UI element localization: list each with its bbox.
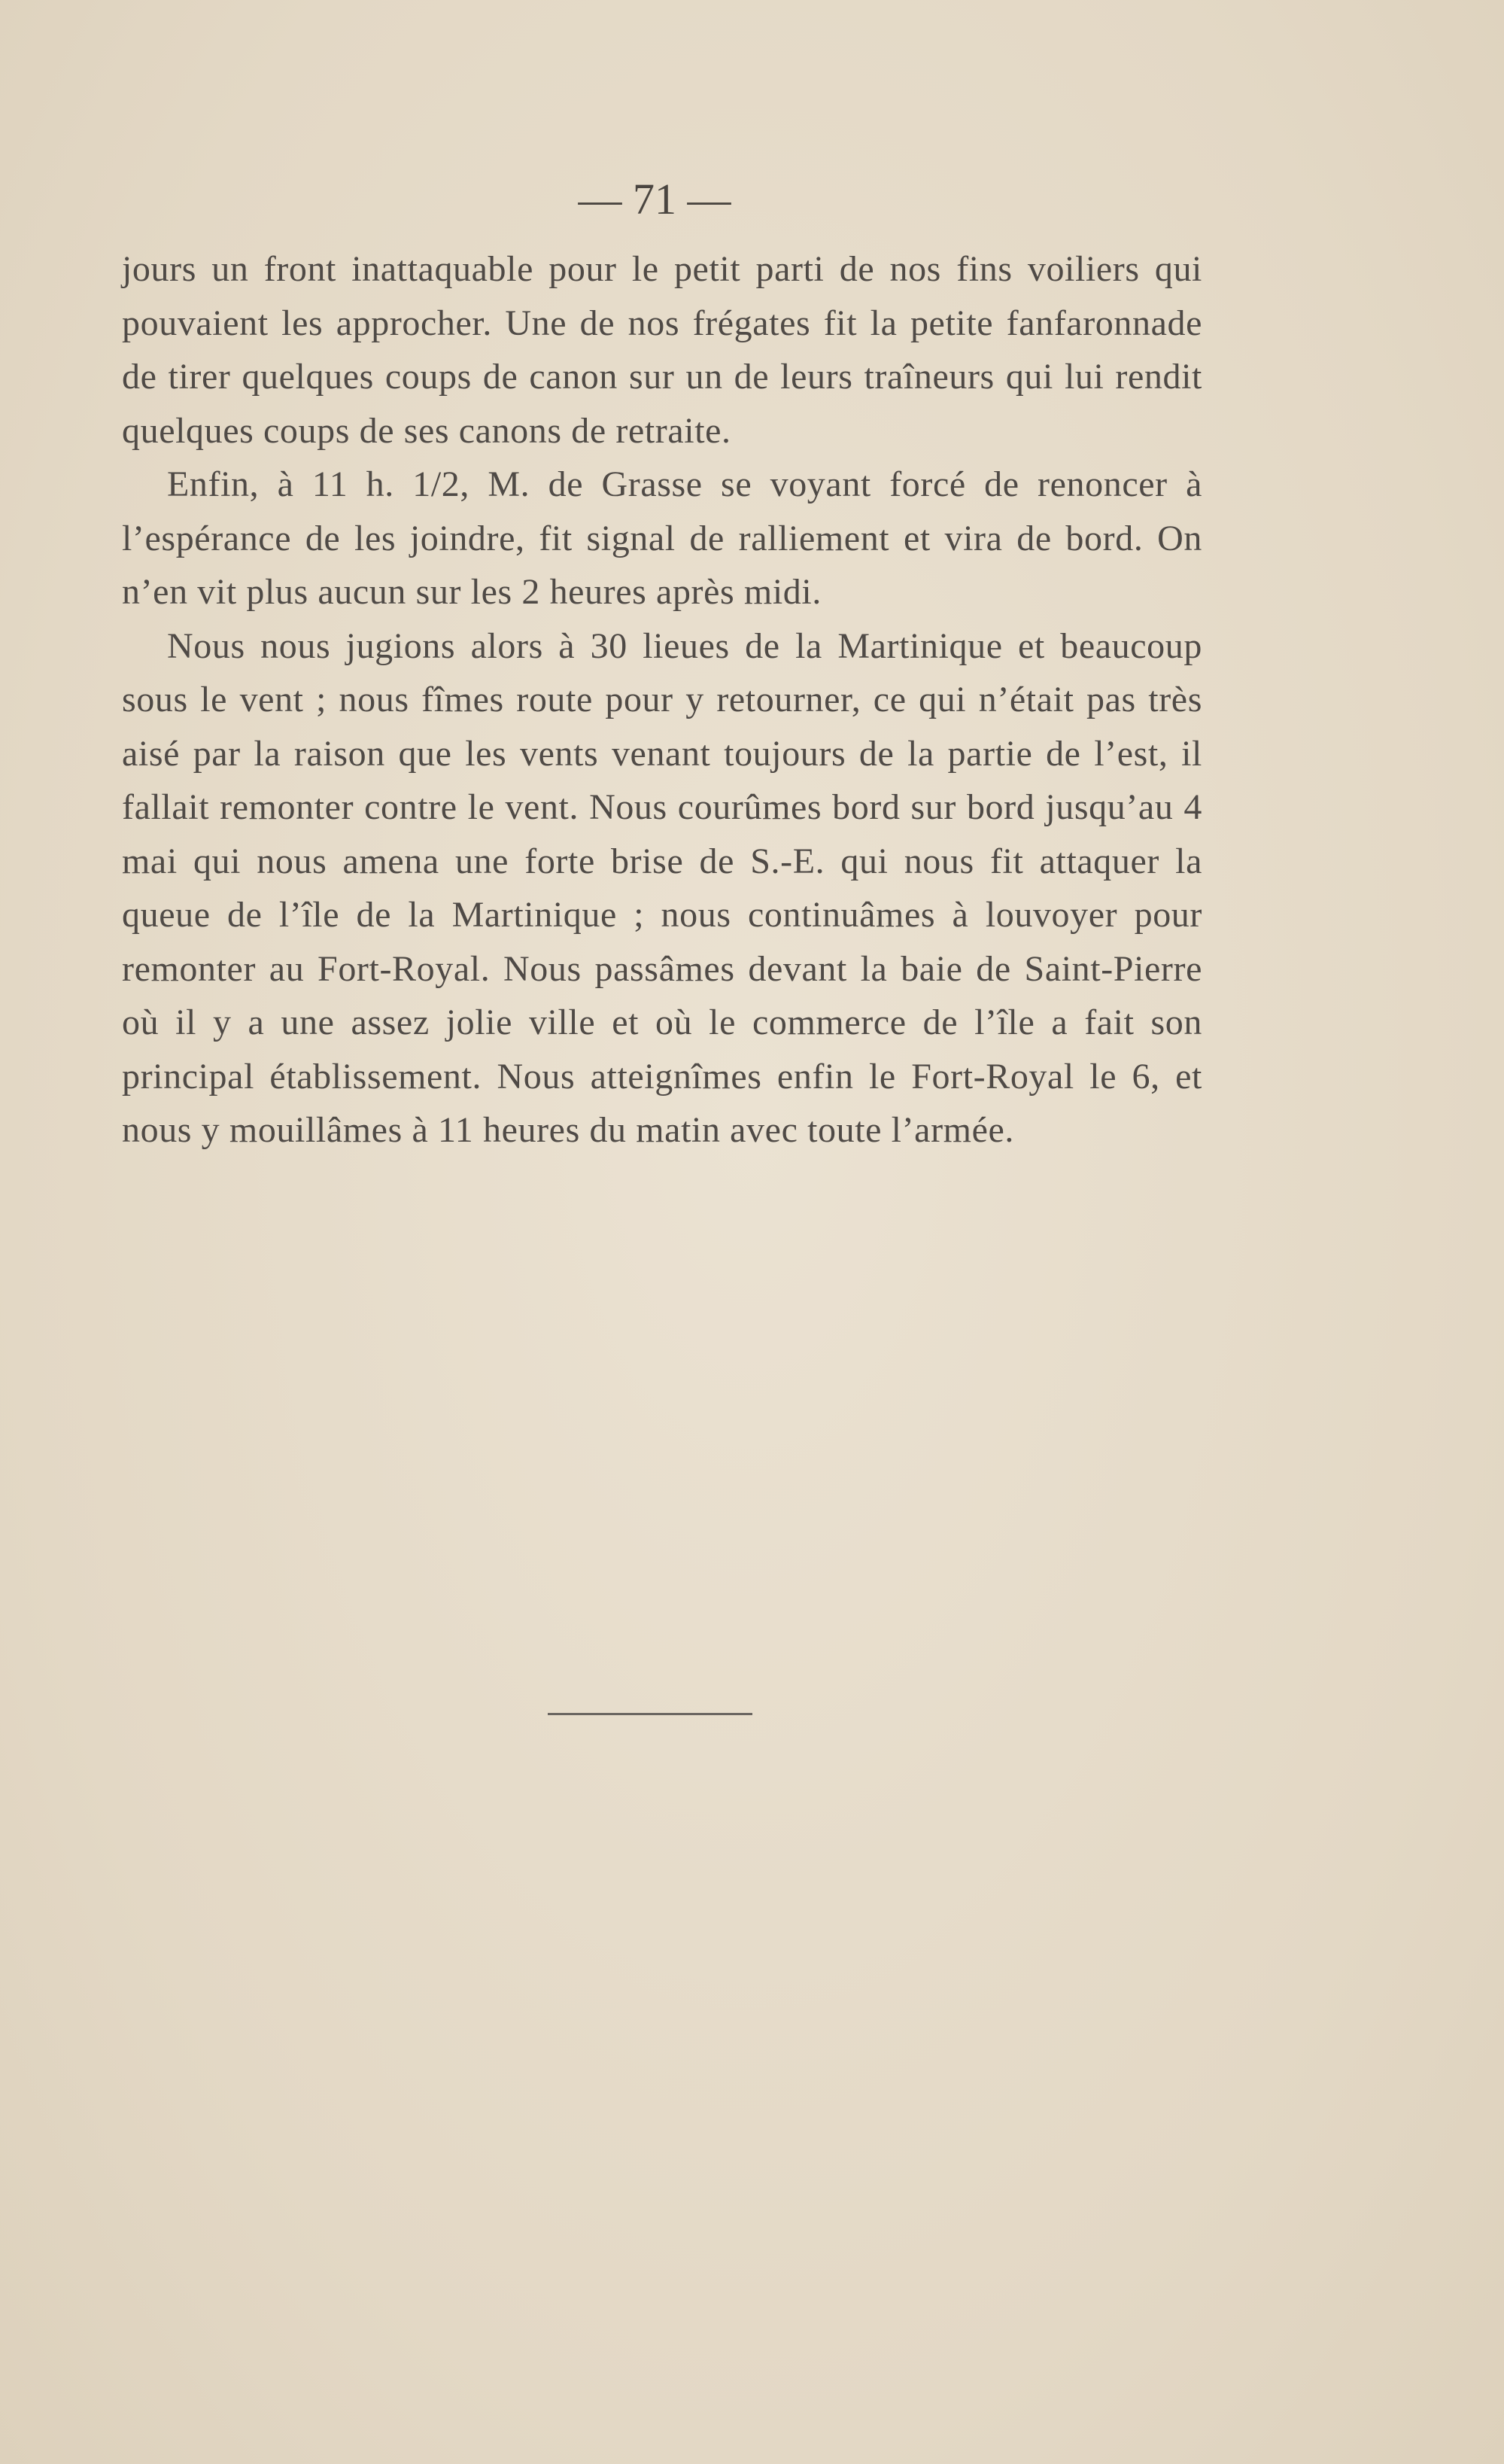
section-divider (548, 1713, 752, 1715)
paragraph-1: jours un front inattaquable pour le petit parti de nos fins voiliers qui pouvaient les approcher. Une de nos frégates fit la petite fanfaronnade de tirer quelques coups de canon sur un de leurs traîneurs qui lui rendit quelques coups de ses canons de retraite. (122, 249, 1202, 451)
page-number: — 71 — (578, 175, 731, 224)
paragraph-2: Enfin, à 11 h. 1/2, M. de Grasse se voyant forcé de renoncer à l’espérance de les joindre, fit signal de ralliement et vira de bord. On n’en vit plus aucun sur les 2 heures après midi. (122, 464, 1202, 612)
paragraph-3: Nous nous jugions alors à 30 lieues de la Martinique et beaucoup sous le vent ; nous fîmes route pour y retourner, ce qui n’était pas très aisé par la raison que les vents venant toujours de la partie de l’est, il fallait remonter contre le vent. Nous courûmes bord sur bord jusqu’au 4 mai qui nous amena une forte brise de S.-E. qui nous fit attaquer la queue de l’île de la Martinique ; nous continuâmes à louvoyer pour remonter au Fort-Royal. Nous passâmes devant la baie de Saint-Pierre où il y a une assez jolie ville et où le commerce de l’île a fait son principal établissement. Nous atteignîmes enfin le Fort-Royal le 6, et nous y mouillâmes à 11 heures du matin avec toute l’armée. (122, 625, 1202, 1150)
body-text (122, 242, 1202, 1157)
